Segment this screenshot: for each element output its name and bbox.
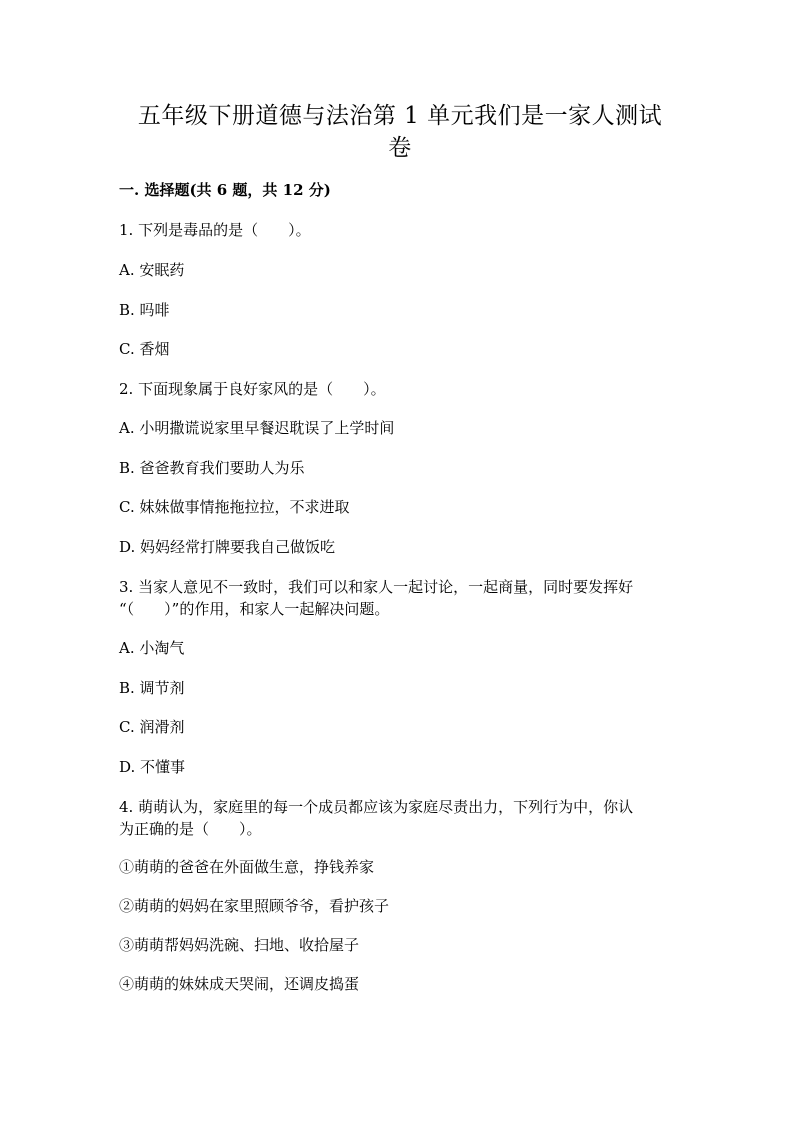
- question-3-option-c: C. 润滑剂: [119, 718, 185, 736]
- question-2-option-a: A. 小明撒谎说家里早餐迟耽误了上学时间: [119, 419, 395, 437]
- question-4-item-2: ②萌萌的妈妈在家里照顾爷爷，看护孩子: [119, 897, 390, 915]
- question-3-option-b: B. 调节剂: [119, 679, 185, 697]
- question-1-stem: 1. 下列是毒品的是（ ）。: [119, 221, 311, 239]
- question-3-option-d: D. 不懂事: [119, 758, 186, 776]
- question-3-stem-line2: “（ ）”的作用，和家人一起解决问题。: [119, 600, 390, 618]
- document-title: 五年级下册道德与法治第 1 单元我们是一家人测试: [137, 103, 663, 129]
- question-2-stem: 2. 下面现象属于良好家风的是（ ）。: [119, 380, 386, 398]
- question-3-option-a: A. 小淘气: [119, 639, 185, 657]
- question-2-option-b: B. 爸爸教育我们要助人为乐: [119, 459, 305, 477]
- question-2-option-c: C. 妹妹做事情拖拖拉拉，不求进取: [119, 498, 350, 516]
- question-4-item-4: ④萌萌的妹妹成天哭闹，还调皮捣蛋: [119, 975, 360, 993]
- question-1-option-a: A. 安眠药: [119, 261, 185, 279]
- question-1-option-b: B. 吗啡: [119, 301, 170, 319]
- question-4-item-3: ③萌萌帮妈妈洗碗、扫地、收拾屋子: [119, 936, 360, 954]
- document-title-continuation: 卷: [388, 135, 412, 161]
- question-1-option-c: C. 香烟: [119, 340, 170, 358]
- section-header: 一. 选择题(共 6 题，共 12 分): [119, 181, 331, 199]
- question-4-stem-line1: 4. 萌萌认为，家庭里的每一个成员都应该为家庭尽责出力，下列行为中，你认: [119, 798, 634, 816]
- question-3-stem-line1: 3. 当家人意见不一致时，我们可以和家人一起讨论，一起商量，同时要发挥好: [119, 578, 634, 596]
- question-4-stem-line2: 为正确的是（ ）。: [119, 820, 262, 838]
- question-4-item-1: ①萌萌的爸爸在外面做生意，挣钱养家: [119, 858, 375, 876]
- question-2-option-d: D. 妈妈经常打牌要我自己做饭吃: [119, 538, 336, 556]
